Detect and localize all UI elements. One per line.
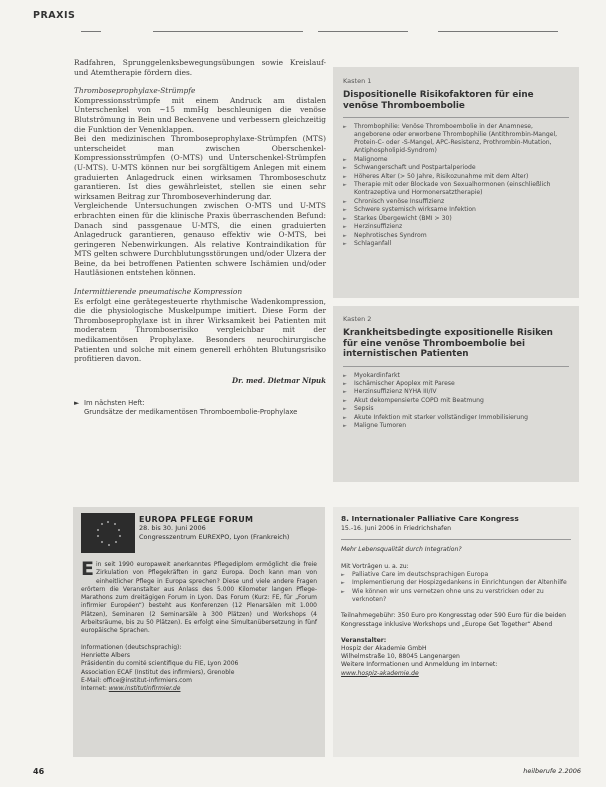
event-header <box>139 515 289 542</box>
paragraph: Es erfolgt eine gerätegesteuerte rhythmische Wadenkompression, die die physiologische Muskelpumpe imitiert. Diese Form der Thromboseprophylaxe ist in ihrer Wirksamkeit bei Patienten mit moderatem Thromboserisiko vergleichbar mit der medikamentösen Prophylaxe. Besonders neurochirurgische Patienten und solche mit einem generell erhöhten Blutungsrisiko profitieren davon. <box>74 296 326 364</box>
list-item: ► Therapie mit oder Blockade von Sexualhormonen (einschließlich Kontrazeptiva und Hormonersatztherapie) <box>343 181 569 197</box>
author-byline: Dr. med. Dietmar Nipuk <box>232 375 326 385</box>
organizer-label: Veranstalter: <box>341 636 387 644</box>
info-box-risk-factors <box>333 67 579 298</box>
list-item: ► Wie können wir uns vernetzen ohne uns zu verstricken oder zu verknoten? <box>341 588 571 604</box>
info-line: Präsidentin du comité scientifique du FIE, Lyon 2006 <box>81 660 239 668</box>
next-issue-label: Im nächsten Heft: <box>84 399 145 408</box>
event-date: 15.-16. Juni 2006 in Friedrichshafen <box>341 525 452 533</box>
paragraph: Bei den medizinischen Thromboseprophylaxe-Strümpfen (MTS) unterscheidet man zwischen Oberschenkel-Kompressionsstrümpfen (O-MTS) und Unterschenkel-Strümpfen (U-MTS). U-MTS können nur bei sorgfältigem Anlegen mit einem graduierten Anlagedruck einen wirksamen Thromboseschutz garantieren. Ist dies gewährleistet, stellen sie einen sehr wirksamen Beitrag zur Thromboseverhinderung dar. <box>74 134 326 201</box>
organizer-line: Wilhelmstraße 10, 88045 Langenargen <box>341 653 460 661</box>
next-issue-note <box>74 399 326 417</box>
list-item: ► Maligne Tumoren <box>343 422 569 430</box>
box-label: Kasten 2 <box>343 315 372 323</box>
list-item: ► Schlaganfall <box>343 240 569 248</box>
paragraph: Kompressionsstrümpfe mit einem Andruck am distalen Unterschenkel von ~15 mmHg beschleunigen die venöse Blutströmung in Bein und Beckenvene und verbessern gleichzeitig die Funktion der Venenklappen. <box>74 95 326 134</box>
info-web <box>81 685 317 693</box>
info-line: Association ECAF (Institut des infirmiers), Grenoble <box>81 668 235 676</box>
info-label: Informationen (deutschsprachig): <box>81 643 182 651</box>
web-label: Internet: <box>81 685 107 693</box>
list-item: ► Herzinsuffizienz NYHA III/IV <box>343 388 569 396</box>
list-item: ► Schwangerschaft und Postpartalperiode <box>343 164 569 172</box>
list-item: ► Thrombophilie: Venöse Thromboembolie in der Anamnese, angeborene oder erworbene Thrombophilie (Antithrombin-Mangel, Protein-C- oder -S-Mangel, APC-Resistenz, Prothrombin-Mutation, Antiphospholipid-Syndrom) <box>343 123 569 155</box>
box-title: Krankheitsbedingte expositionelle Risiken für eine venöse Thromboembolie bei internistischen Patienten <box>343 328 553 359</box>
event-description <box>81 558 317 693</box>
list-item: ► Palliative Care im deutschsprachigen Europa <box>341 571 571 579</box>
list-item: ► Schwere systemisch wirksame Infektion <box>343 206 569 214</box>
website-link[interactable]: www.hospiz-akademie.de <box>341 669 419 677</box>
page-footer <box>33 767 581 779</box>
event-box-palliative-care <box>333 507 579 757</box>
info-box-internistic-risks <box>333 306 579 482</box>
paragraph-intro: Radfahren, Sprunggelenksbewegungsübungen sowie Kreislauf- und Atemtherapie fördern dies. <box>74 58 326 77</box>
list-item: ► Höheres Alter (> 50 Jahre, Risikozunahme mit dem Alter) <box>343 173 569 181</box>
paragraph: Vergleichende Untersuchungen zwischen O-MTS und U-MTS erbrachten einen für die klinische Praxis überraschenden Befund: Danach sind passgenaue U-MTS, die einen graduierten Anlagedruck garantieren, genauso effektiv wie O-MTS, bei geringeren Nebenwirkungen. Als relative Kontraindikation für MTS gelten schwere Durchblutungsstörungen und/oder Ulzera der Beine, da bei betroffenen Patienten schwere Ischämien und/oder Hautläsionen entstehen können. <box>74 201 326 278</box>
page-header <box>33 10 581 24</box>
article-column <box>74 58 326 417</box>
header-rule <box>81 31 101 32</box>
website-link[interactable]: www.institutinfirmier.de <box>108 685 181 693</box>
divider <box>343 366 569 367</box>
list-item: ► Nephrotisches Syndrom <box>343 232 569 240</box>
fees-text: Teilnahmegebühr: 350 Euro pro Kongresstag oder 590 Euro für die beiden Kongresstage inklusive Workshops und „Europe Get Together“ Abend <box>341 612 566 628</box>
info-name: Henriette Albers <box>81 651 130 659</box>
event-date: 28. bis 30. Juni 2006 <box>139 524 206 532</box>
header-rule <box>438 31 558 32</box>
topics-label: Mit Vorträgen u. a. zu: <box>341 562 409 570</box>
list-item: ► Malignome <box>343 156 569 164</box>
event-title: 8. Internationaler Palliative Care Kongress <box>341 514 519 523</box>
page-number: 46 <box>33 767 45 776</box>
divider <box>343 117 569 118</box>
divider <box>341 539 571 540</box>
risk-factor-list <box>343 123 569 248</box>
organizer-line: Weitere Informationen und Anmeldung im Internet: <box>341 661 498 669</box>
contact-info <box>81 644 317 694</box>
box-label: Kasten 1 <box>343 77 372 85</box>
event-venue: Congresszentrum EUREXPO, Lyon (Frankreich) <box>139 533 290 541</box>
event-box-europa-pflege-forum <box>73 507 325 757</box>
event-question: Mehr Lebensqualität durch Integration? <box>341 546 462 554</box>
list-item: ► Myokardinfarkt <box>343 372 569 380</box>
risk-list <box>343 372 569 431</box>
topics-list <box>341 571 571 605</box>
header-rule <box>153 31 303 32</box>
info-email: E-Mail: office@institut-infirmiers.com <box>81 676 192 684</box>
list-item: ► Ischämischer Apoplex mit Parese <box>343 380 569 388</box>
event-title: EUROPA PFLEGE FORUM <box>139 515 254 524</box>
arrow-icon: ► <box>74 399 80 408</box>
list-item: ► Herzinsuffizienz <box>343 223 569 231</box>
subheading-strumpfe: Thromboseprophylaxe-Strümpfe <box>74 86 196 96</box>
section-label: PRAXIS <box>33 10 76 21</box>
list-item: ► Implementierung der Hospizgedankens in Einrichtungen der Altenhilfe <box>341 579 571 587</box>
box-title: Dispositionelle Risikofaktoren für eine venöse Thromboembolie <box>343 90 534 111</box>
eu-flag-logo <box>81 513 135 553</box>
subheading-kompression: Intermittierende pneumatische Kompression <box>74 287 243 297</box>
list-item: ► Akut dekompensierte COPD mit Beatmung <box>343 397 569 405</box>
header-rule <box>318 31 408 32</box>
next-issue-text: Grundsätze der medikamentösen Thromboembolie-Prophylaxe <box>84 408 298 417</box>
list-item: ► Starkes Übergewicht (BMI > 30) <box>343 215 569 223</box>
journal-name: heilberufe 2.2006 <box>523 767 581 775</box>
organizer-line: Hospiz der Akademie GmbH <box>341 645 427 653</box>
event-body-text: in seit 1990 europaweit anerkanntes Pflegediplom ermöglicht die freie Zirkulation von Pflegekräften in ganz Europa. Doch kann man von einheitlicher Pflege in Europa sprechen? Diese und viele andere Fragen erörtern die Veranstalter aus Anlass des 5.000 Kilometer langen Pflege-Marathons zum dreitägigen Forum in Lyon. Das Forum (Kurz: FE, für „Forum infirmier Européen“) besteht aus Konferenzen (12 Plenarsälen mit 1.000 Plätzen), Seminaren (2 Seminarsäle à 300 Plätzen) und Workshops (4 Arbeitsräume, bis zu 50 Plätzen). Es erfolgt eine Simultanübersetzung in fünf europäische Sprachen. <box>81 561 317 635</box>
list-item: ► Chronisch venöse Insuffizienz <box>343 198 569 206</box>
list-item: ► Akute Infektion mit starker vollständiger Immobilisierung <box>343 414 569 422</box>
drop-cap: E <box>81 558 94 580</box>
list-item: ► Sepsis <box>343 405 569 413</box>
